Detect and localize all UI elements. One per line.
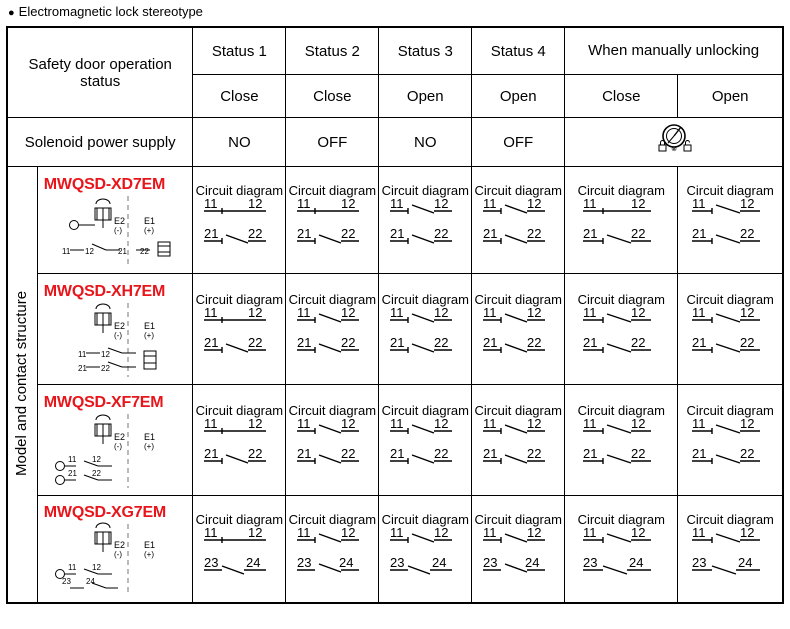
terminal-e1: E1	[144, 539, 156, 550]
contact-cell	[379, 385, 472, 496]
contact-cell	[193, 274, 286, 385]
contact-cell	[565, 274, 678, 385]
contact-label-12: 12	[341, 417, 356, 432]
circuit-label: Circuit diagram	[474, 182, 562, 198]
terminal-11: 11	[62, 246, 71, 256]
structure-diagram-xg7em	[40, 522, 190, 598]
structure-diagram-xf7em	[40, 412, 190, 490]
contact-label-21: 21	[583, 335, 598, 351]
header-manual-unlock: When manually unlocking	[565, 27, 783, 75]
door-state-manual-open: Open	[678, 75, 783, 118]
circuit-label: Circuit diagram	[474, 402, 562, 418]
contact-label-21: 21	[204, 335, 219, 351]
contact-label-22: 22	[740, 335, 755, 351]
circuit-label: Circuit diagram	[686, 402, 774, 418]
contact-label-11: 11	[692, 526, 706, 541]
circuit-label: Circuit diagram	[686, 291, 774, 307]
contact-label-11: 11	[390, 197, 404, 212]
contact-cell	[678, 167, 783, 274]
contact-label-12: 12	[434, 306, 449, 321]
model-cell-xf7em	[37, 385, 193, 496]
header-status-1: Status 1	[193, 27, 286, 75]
terminal-e1-sub: (+)	[144, 549, 155, 559]
contact-label-12: 12	[631, 197, 646, 212]
model-name-xh7em: MWQSD-XH7EM	[43, 282, 166, 300]
circuit-label: Circuit diagram	[381, 402, 469, 418]
model-cell-xh7em	[37, 274, 193, 385]
contact-label-21: 21	[583, 226, 598, 242]
bullet-icon: ●	[8, 6, 15, 19]
contact-label-12: 12	[341, 526, 356, 541]
circuit-label: Circuit diagram	[381, 291, 469, 307]
terminal-23: 23	[62, 576, 71, 586]
contact-cell	[565, 496, 678, 604]
contact-label-22: 22	[341, 335, 356, 351]
terminal-e2-sub: (-)	[114, 441, 123, 451]
circuit-label: Circuit diagram	[195, 511, 284, 527]
table-row	[7, 167, 783, 274]
contact-label-22: 22	[740, 226, 755, 242]
terminal-11: 11	[78, 349, 87, 359]
contact-label-21: 21	[297, 335, 312, 351]
circuit-label: Circuit diagram	[381, 182, 469, 198]
contact-label-23: 23	[204, 555, 219, 571]
contact-diagram	[573, 306, 669, 368]
contact-diagram	[684, 526, 776, 588]
contact-label-12: 12	[631, 306, 646, 321]
contact-label-22: 22	[740, 446, 755, 462]
terminal-21: 21	[78, 363, 87, 373]
circuit-label: Circuit diagram	[686, 511, 774, 527]
contact-label-22: 22	[248, 335, 263, 351]
contact-label-12: 12	[434, 417, 449, 432]
terminal-24: 24	[86, 576, 95, 586]
contact-cell	[193, 385, 286, 496]
table-row	[7, 496, 783, 604]
contact-label-21: 21	[297, 446, 312, 462]
contact-label-23: 23	[692, 555, 707, 571]
contact-label-24: 24	[339, 555, 354, 571]
terminal-e1-sub: (+)	[144, 225, 155, 235]
contact-label-11: 11	[483, 526, 497, 541]
terminal-21: 21	[68, 468, 77, 478]
contact-label-22: 22	[434, 335, 449, 351]
contact-diagram	[475, 197, 561, 259]
contact-label-11: 11	[483, 197, 497, 212]
contact-label-12: 12	[631, 417, 646, 432]
contact-label-24: 24	[246, 555, 261, 571]
contact-cell	[678, 496, 783, 604]
contact-label-21: 21	[692, 446, 707, 462]
circuit-label: Circuit diagram	[577, 182, 665, 198]
contact-label-21: 21	[692, 335, 707, 351]
contact-label-12: 12	[527, 197, 542, 212]
contact-diagram	[684, 417, 776, 479]
door-state-2: Close	[286, 75, 379, 118]
contact-diagram	[196, 417, 282, 479]
contact-label-22: 22	[631, 226, 646, 242]
contact-label-11: 11	[583, 526, 597, 541]
circuit-label: Circuit diagram	[288, 402, 377, 418]
contact-label-12: 12	[248, 197, 263, 212]
contact-label-12: 12	[248, 526, 263, 541]
contact-label-11: 11	[204, 306, 218, 321]
contact-label-22: 22	[341, 226, 356, 242]
contact-label-12: 12	[434, 526, 449, 541]
contact-diagram	[382, 417, 468, 479]
header-status-3: Status 3	[379, 27, 472, 75]
contact-diagram	[196, 526, 282, 588]
contact-label-12: 12	[740, 197, 755, 212]
circuit-label: Circuit diagram	[577, 511, 665, 527]
terminal-22: 22	[92, 468, 101, 478]
contact-label-21: 21	[204, 226, 219, 242]
model-name-xg7em: MWQSD-XG7EM	[43, 503, 167, 521]
contact-label-22: 22	[631, 446, 646, 462]
contact-label-11: 11	[483, 417, 497, 432]
svg-text:⊗: ⊗	[670, 146, 677, 153]
terminal-e1-sub: (+)	[144, 330, 155, 340]
contact-cell	[678, 385, 783, 496]
contact-label-24: 24	[432, 555, 447, 571]
contact-diagram	[289, 197, 375, 259]
contact-diagram	[475, 417, 561, 479]
contact-cell	[472, 496, 565, 604]
contact-label-21: 21	[692, 226, 707, 242]
contact-label-21: 21	[204, 446, 219, 462]
terminal-12: 12	[92, 454, 101, 464]
contact-label-11: 11	[204, 417, 218, 432]
contact-diagram	[573, 417, 669, 479]
contact-label-22: 22	[527, 446, 542, 462]
contact-label-22: 22	[434, 226, 449, 242]
contact-label-11: 11	[297, 526, 311, 541]
terminal-e2: E2	[114, 215, 126, 226]
structure-diagram-xh7em	[40, 301, 190, 379]
contact-label-21: 21	[483, 446, 498, 462]
model-cell-xg7em	[37, 496, 193, 604]
contact-cell	[472, 274, 565, 385]
circuit-label: Circuit diagram	[195, 402, 284, 418]
contact-cell	[379, 496, 472, 604]
table-row-solenoid-supply	[7, 118, 783, 167]
contact-label-21: 21	[483, 226, 498, 242]
contact-label-12: 12	[341, 306, 356, 321]
terminal-11: 11	[68, 562, 77, 572]
supply-value-3: NO	[379, 118, 472, 167]
figure-caption	[8, 4, 203, 19]
contact-diagram	[382, 526, 468, 588]
supply-value-1: NO	[193, 118, 286, 167]
contact-cell	[286, 167, 379, 274]
contact-cell	[565, 167, 678, 274]
circuit-label: Circuit diagram	[577, 402, 665, 418]
contact-label-11: 11	[297, 197, 311, 212]
contact-label-22: 22	[631, 335, 646, 351]
supply-value-4: OFF	[472, 118, 565, 167]
circuit-label: Circuit diagram	[195, 291, 284, 307]
terminal-22: 22	[101, 363, 110, 373]
terminal-e2: E2	[114, 539, 126, 550]
contact-diagram	[196, 197, 282, 259]
contact-label-11: 11	[390, 526, 404, 541]
terminal-e2: E2	[114, 320, 126, 331]
model-name-xf7em: MWQSD-XF7EM	[43, 393, 164, 411]
terminal-22: 22	[140, 246, 149, 256]
terminal-e2-sub: (-)	[114, 330, 123, 340]
terminal-e1: E1	[144, 431, 156, 442]
circuit-label: Circuit diagram	[288, 291, 377, 307]
contact-label-22: 22	[434, 446, 449, 462]
contact-diagram	[289, 306, 375, 368]
contact-label-11: 11	[692, 306, 706, 321]
contact-diagram	[289, 417, 375, 479]
contact-label-12: 12	[248, 417, 263, 432]
contact-label-21: 21	[390, 335, 405, 351]
contact-diagram	[382, 306, 468, 368]
contact-label-21: 21	[483, 335, 498, 351]
manual-unlock-key-icon	[644, 121, 704, 159]
contact-label-11: 11	[204, 197, 218, 212]
contact-diagram	[684, 306, 776, 368]
contact-label-11: 11	[297, 306, 311, 321]
contact-label-21: 21	[583, 446, 598, 462]
contact-cell	[193, 167, 286, 274]
circuit-label: Circuit diagram	[474, 291, 562, 307]
supply-value-2: OFF	[286, 118, 379, 167]
contact-diagram	[475, 306, 561, 368]
terminal-11: 11	[68, 454, 77, 464]
header-status-4: Status 4	[472, 27, 565, 75]
contact-diagram	[196, 306, 282, 368]
circuit-label: Circuit diagram	[577, 291, 665, 307]
table-row-status-header	[7, 27, 783, 75]
terminal-e1-sub: (+)	[144, 441, 155, 451]
door-state-4: Open	[472, 75, 565, 118]
contact-cell	[565, 385, 678, 496]
contact-label-11: 11	[297, 417, 311, 432]
contact-cell	[678, 274, 783, 385]
contact-cell	[193, 496, 286, 604]
contact-diagram	[573, 197, 669, 259]
contact-label-11: 11	[583, 417, 597, 432]
contact-cell	[472, 167, 565, 274]
contact-label-22: 22	[248, 226, 263, 242]
structure-diagram-xd7em	[40, 194, 190, 268]
supply-manual-icon-cell	[565, 118, 783, 167]
contact-label-12: 12	[740, 526, 755, 541]
contact-label-12: 12	[631, 526, 646, 541]
terminal-e2-sub: (-)	[114, 549, 123, 559]
contact-label-23: 23	[483, 555, 498, 571]
terminal-21: 21	[118, 246, 127, 256]
contact-diagram	[382, 197, 468, 259]
contact-label-11: 11	[692, 197, 706, 212]
contact-label-22: 22	[248, 446, 263, 462]
contact-label-23: 23	[583, 555, 598, 571]
circuit-label: Circuit diagram	[288, 511, 377, 527]
contact-cell	[379, 167, 472, 274]
contact-label-11: 11	[483, 306, 497, 321]
contact-cell	[379, 274, 472, 385]
header-operation-status: Safety door operation status	[7, 27, 193, 118]
header-model-structure	[7, 167, 37, 604]
contact-label-11: 11	[204, 526, 218, 541]
contact-label-11: 11	[692, 417, 706, 432]
circuit-label: Circuit diagram	[195, 182, 284, 198]
contact-diagram	[289, 526, 375, 588]
header-solenoid-supply: Solenoid power supply	[7, 118, 193, 167]
circuit-label: Circuit diagram	[686, 182, 774, 198]
contact-label-22: 22	[527, 335, 542, 351]
contact-label-11: 11	[583, 306, 597, 321]
contact-label-11: 11	[583, 197, 597, 212]
terminal-e2: E2	[114, 431, 126, 442]
terminal-e1: E1	[144, 215, 156, 226]
contact-label-21: 21	[297, 226, 312, 242]
contact-label-12: 12	[527, 526, 542, 541]
contact-diagram	[475, 526, 561, 588]
header-status-2: Status 2	[286, 27, 379, 75]
contact-label-12: 12	[434, 197, 449, 212]
table-row	[7, 385, 783, 496]
caption-text: Electromagnetic lock stereotype	[18, 4, 203, 19]
contact-label-24: 24	[629, 555, 644, 571]
terminal-12: 12	[92, 562, 101, 572]
model-cell-xd7em	[37, 167, 193, 274]
door-state-manual-close: Close	[565, 75, 678, 118]
contact-label-23: 23	[390, 555, 405, 571]
contact-label-12: 12	[740, 417, 755, 432]
circuit-label: Circuit diagram	[288, 182, 377, 198]
circuit-label: Circuit diagram	[474, 511, 562, 527]
contact-label-12: 12	[341, 197, 356, 212]
contact-label-12: 12	[527, 417, 542, 432]
contact-label-12: 12	[527, 306, 542, 321]
contact-label-21: 21	[390, 446, 405, 462]
contact-cell	[472, 385, 565, 496]
terminal-e1: E1	[144, 320, 156, 331]
terminal-12: 12	[101, 349, 110, 359]
contact-label-21: 21	[390, 226, 405, 242]
contact-cell	[286, 496, 379, 604]
contact-label-24: 24	[738, 555, 753, 571]
contact-diagram	[684, 197, 776, 259]
contact-label-12: 12	[248, 306, 263, 321]
spec-table	[6, 26, 784, 604]
contact-label-23: 23	[297, 555, 312, 571]
door-state-1: Close	[193, 75, 286, 118]
contact-label-24: 24	[525, 555, 540, 571]
contact-cell	[286, 274, 379, 385]
contact-cell	[286, 385, 379, 496]
table-row	[7, 274, 783, 385]
circuit-label: Circuit diagram	[381, 511, 469, 527]
model-name-xd7em: MWQSD-XD7EM	[43, 175, 166, 193]
terminal-12: 12	[85, 246, 94, 256]
contact-label-22: 22	[341, 446, 356, 462]
header-model-structure-label: Model and contact structure	[13, 289, 31, 476]
contact-diagram	[573, 526, 669, 588]
terminal-e2-sub: (-)	[114, 225, 123, 235]
contact-label-11: 11	[390, 306, 404, 321]
door-state-3: Open	[379, 75, 472, 118]
contact-label-22: 22	[527, 226, 542, 242]
contact-label-11: 11	[390, 417, 404, 432]
contact-label-12: 12	[740, 306, 755, 321]
